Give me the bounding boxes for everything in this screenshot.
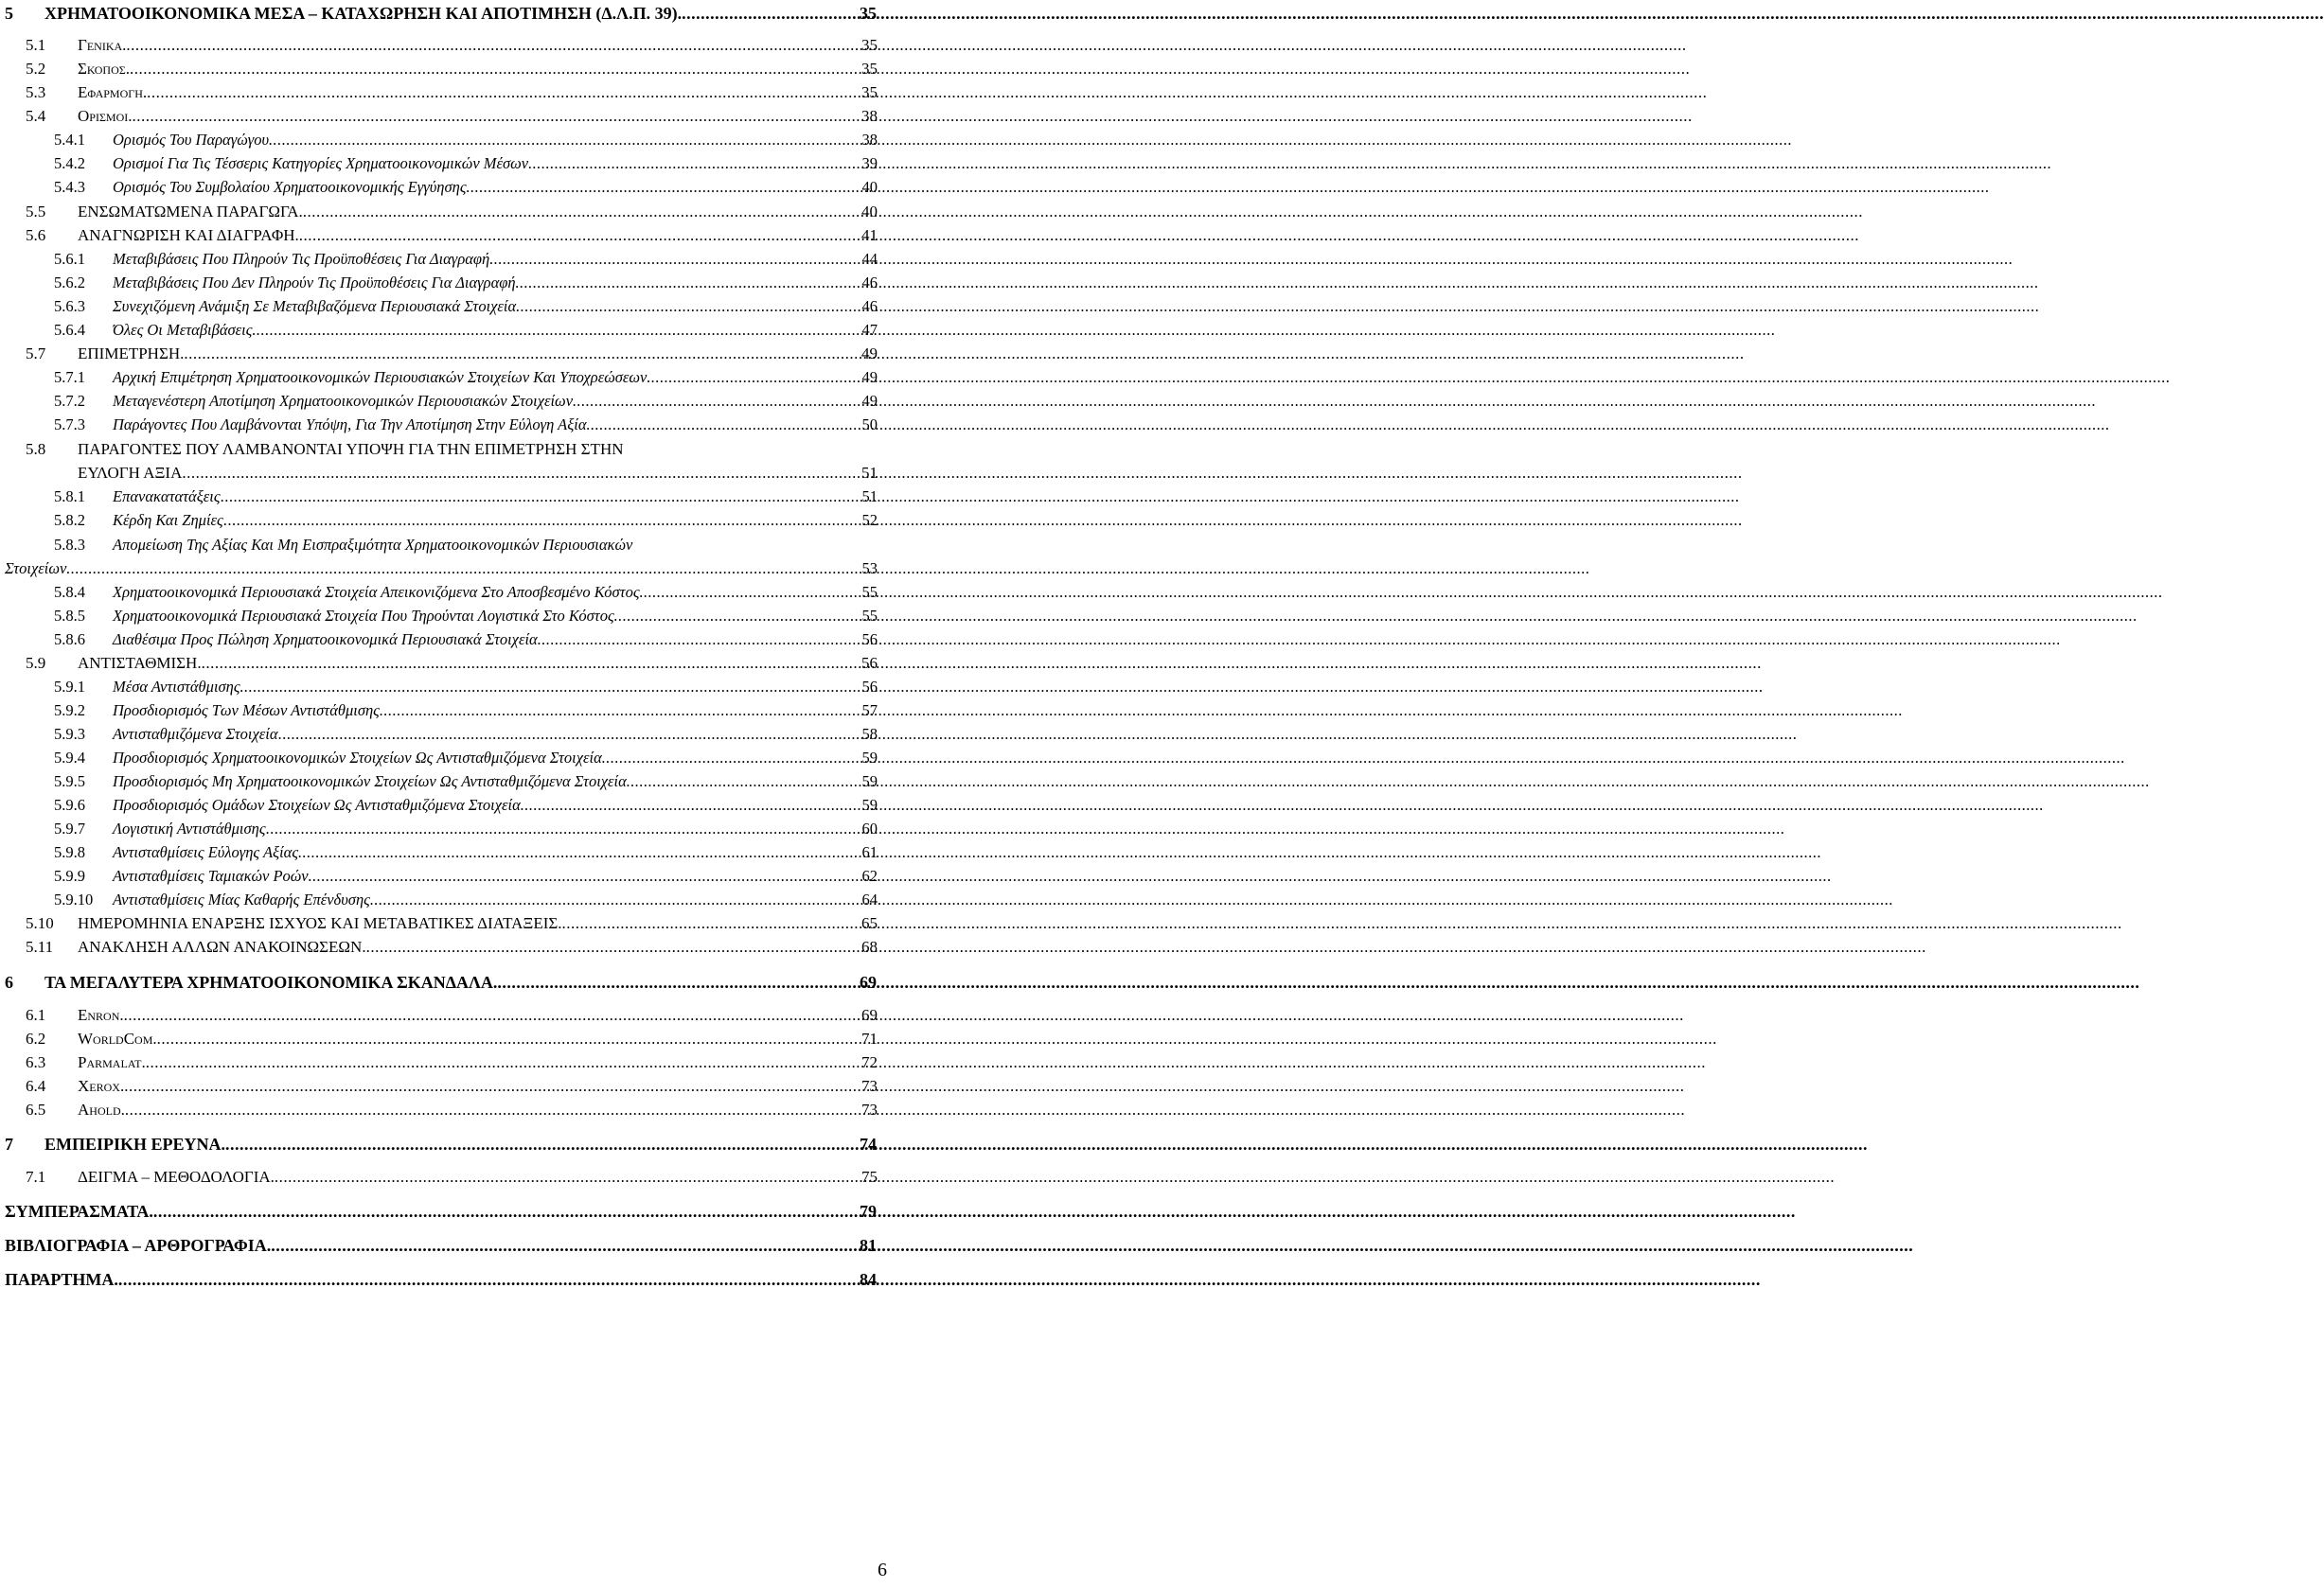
toc-entry-5-8-1[interactable]: 5.8.1 Επανακατατάξεις ..... 51 (54, 487, 878, 506)
toc-entry-appendix[interactable]: ΠΑΡΑΡΤΗΜΑ. ..... 84 (5, 1270, 877, 1290)
toc-entry-5-9-6[interactable]: 5.9.6 Προσδιορισμός Ομάδων Στοιχείων Ως Αντισταθμιζόμενα Στοιχεία. ..... 59 (54, 796, 878, 815)
toc-entry-6-4[interactable]: 6.4 Xerox. ..... 73 (26, 1077, 878, 1096)
toc-entry-5-10[interactable]: 5.10 ΗΜΕΡΟΜΗΝΙΑ ΕΝΑΡΞΗΣ ΙΣΧΥΟΣ ΚΑΙ ΜΕΤΑΒΑΤΙΚΕΣ ΔΙΑΤΑΞΕΙΣ. ..... 65 (26, 914, 878, 933)
page-number: 6 (878, 1560, 887, 1580)
toc-entry-5-9-9[interactable]: 5.9.9 Αντισταθμίσεις Ταμιακών Ροών. ..... 62 (54, 867, 878, 886)
toc-entry-5-8-line1[interactable]: 5.8 ΠΑΡΑΓΟΝΤΕΣ ΠΟΥ ΛΑΜΒΑΝΟΝΤΑΙ ΥΠΟΨΗ ΓΙΑ ΤΗΝ ΕΠΙΜΕΤΡΗΣΗ ΣΤΗΝ (26, 440, 624, 458)
toc-entry-5-9-1[interactable]: 5.9.1 Μέσα Αντιστάθμισης. ..... 56 (54, 678, 878, 697)
toc-entry-5-2[interactable]: 5.2 Σκοποσ. ..... 35 (26, 60, 878, 79)
toc-entry-5-7-2[interactable]: 5.7.2 Μεταγενέστερη Αποτίμηση Χρηματοοικονομικών Περιουσιακών Στοιχείων. ..... 49 (54, 392, 878, 411)
toc-entry-5-4-1[interactable]: 5.4.1 Ορισμός Του Παραγώγου. ..... 38 (54, 131, 878, 150)
toc-entry-6-5[interactable]: 6.5 Ahold. ..... 73 (26, 1101, 878, 1120)
toc-entry-5-7-3[interactable]: 5.7.3 Παράγοντες Που Λαμβάνονται Υπόψη, Για Την Αποτίμηση Στην Εύλογη Αξία. ..... 50 (54, 415, 878, 434)
toc-entry-5-9-4[interactable]: 5.9.4 Προσδιορισμός Χρηματοοικονομικών Στοιχείων Ως Αντισταθμιζόμενα Στοιχεία. ..... 59 (54, 749, 878, 768)
toc-entry-conclusions[interactable]: ΣΥΜΠΕΡΑΣΜΑΤΑ. ..... 79 (5, 1202, 877, 1222)
toc-entry-5-8-3-line2[interactable]: Στοιχείων. ..... 53 (5, 559, 878, 578)
toc-entry-chapter-6[interactable]: 6 ΤΑ ΜΕΓΑΛΥΤΕΡΑ ΧΡΗΜΑΤΟΟΙΚΟΝΟΜΙΚΑ ΣΚΑΝΔΑΛΑ. ..... 69 (5, 973, 877, 993)
toc-entry-6-2[interactable]: 6.2 WorldCom. ..... 71 (26, 1030, 878, 1049)
toc-entry-5-7[interactable]: 5.7 ΕΠΙΜΕΤΡΗΣΗ. ..... 49 (26, 344, 878, 363)
toc-entry-5-8-6[interactable]: 5.8.6 Διαθέσιμα Προς Πώληση Χρηματοοικονομικά Περιουσιακά Στοιχεία. ..... 56 (54, 630, 878, 649)
toc-entry-5-9-10[interactable]: 5.9.10 Αντισταθμίσεις Μίας Καθαρής Επένδυσης. ..... 64 (54, 891, 878, 909)
toc-entry-bibliography[interactable]: ΒΙΒΛΙΟΓΡΑΦΙΑ – ΑΡΘΡΟΓΡΑΦΙΑ. ..... 81 (5, 1236, 877, 1256)
toc-entry-5-9[interactable]: 5.9 ΑΝΤΙΣΤΑΘΜΙΣΗ. ..... 56 (26, 654, 878, 673)
toc-entry-5-8-5[interactable]: 5.8.5 Χρηματοοικονομικά Περιουσιακά Στοιχεία Που Τηρούνται Λογιστικά Στο Κόστος. ..... 55 (54, 607, 878, 626)
toc-entry-5-8-line2[interactable]: ΕΥΛΟΓΗ ΑΞΙΑ ..... 51 (78, 464, 878, 483)
toc-entry-5-4[interactable]: 5.4 Ορισμοι. ..... 38 (26, 107, 878, 126)
toc-entry-5-6-1[interactable]: 5.6.1 Μεταβιβάσεις Που Πληρούν Τις Προϋποθέσεις Για Διαγραφή. ..... 44 (54, 250, 878, 269)
toc-entry-6-1[interactable]: 6.1 Enron. ..... 69 (26, 1006, 878, 1025)
toc-entry-5-4-2[interactable]: 5.4.2 Ορισμοί Για Τις Τέσσερις Κατηγορίες Χρηματοοικονομικών Μέσων. ..... 39 (54, 154, 878, 173)
toc-entry-5-1[interactable]: 5.1 Γενικα. ..... 35 (26, 36, 878, 55)
toc-entry-6-3[interactable]: 6.3 Parmalat. ..... 72 (26, 1053, 878, 1072)
toc-entry-5-8-3-line1[interactable]: 5.8.3 Απομείωση Της Αξίας Και Μη Εισπραξιμότητα Χρηματοοικονομικών Περιουσιακών (54, 536, 633, 554)
toc-entry-5-6-4[interactable]: 5.6.4 Όλες Οι Μεταβιβάσεις. ..... 47 (54, 321, 878, 340)
toc-entry-5-7-1[interactable]: 5.7.1 Αρχική Επιμέτρηση Χρηματοοικονομικών Περιουσιακών Στοιχείων Και Υποχρεώσεων. ..... 49 (54, 368, 878, 387)
toc-entry-5-8-4[interactable]: 5.8.4 Χρηματοοικονομικά Περιουσιακά Στοιχεία Απεικονιζόμενα Στο Αποσβεσμένο Κόστος. ..... 55 (54, 583, 878, 602)
toc-entry-7-1[interactable]: 7.1 ΔΕΙΓΜΑ – ΜΕΘΟΔΟΛΟΓΙΑ. ..... 75 (26, 1168, 878, 1187)
toc-entry-chapter-7[interactable]: 7 ΕΜΠΕΙΡΙΚΗ ΕΡΕΥΝΑ. ..... 74 (5, 1135, 877, 1155)
toc-entry-5-9-5[interactable]: 5.9.5 Προσδιορισμός Μη Χρηματοοικονομικών Στοιχείων Ως Αντισταθμιζόμενα Στοιχεία. ..... 59 (54, 772, 878, 791)
toc-entry-5-3[interactable]: 5.3 Εφαρμογη. ..... 35 (26, 83, 878, 102)
toc-entry-5-9-7[interactable]: 5.9.7 Λογιστική Αντιστάθμισης ..... 60 (54, 820, 878, 838)
toc-entry-5-9-8[interactable]: 5.9.8 Αντισταθμίσεις Εύλογης Αξίας. ..... 61 (54, 843, 878, 862)
toc-entry-5-9-3[interactable]: 5.9.3 Αντισταθμιζόμενα Στοιχεία ..... 58 (54, 725, 878, 744)
toc-entry-chapter-5[interactable]: 5 ΧΡΗΜΑΤΟΟΙΚΟΝΟΜΙΚΑ ΜΕΣΑ – ΚΑΤΑΧΩΡΗΣΗ ΚΑΙ ΑΠΟΤΙΜΗΣΗ (Δ.Λ.Π. 39). ..... 35 (5, 4, 877, 24)
toc-entry-5-6[interactable]: 5.6 ΑΝΑΓΝΩΡΙΣΗ ΚΑΙ ΔΙΑΓΡΑΦΗ. ..... 41 (26, 226, 878, 245)
toc-entry-5-6-2[interactable]: 5.6.2 Μεταβιβάσεις Που Δεν Πληρούν Τις Προϋποθέσεις Για Διαγραφή. ..... 46 (54, 273, 878, 292)
toc-entry-5-6-3[interactable]: 5.6.3 Συνεχιζόμενη Ανάμιξη Σε Μεταβιβαζόμενα Περιουσιακά Στοιχεία. ..... 46 (54, 297, 878, 316)
toc-entry-5-11[interactable]: 5.11 ΑΝΑΚΛΗΣΗ ΑΛΛΩΝ ΑΝΑΚΟΙΝΩΣΕΩΝ. ..... 68 (26, 938, 878, 957)
toc-entry-5-9-2[interactable]: 5.9.2 Προσδιορισμός Των Μέσων Αντιστάθμισης. ..... 57 (54, 701, 878, 720)
toc-entry-5-8-2[interactable]: 5.8.2 Κέρδη Και Ζημίες ..... 52 (54, 511, 878, 530)
toc-entry-5-5[interactable]: 5.5 ΕΝΣΩΜΑΤΩΜΕΝΑ ΠΑΡΑΓΩΓΑ. ..... 40 (26, 203, 878, 221)
toc-entry-5-4-3[interactable]: 5.4.3 Ορισμός Του Συμβολαίου Χρηματοοικονομικής Εγγύησης. ..... 40 (54, 178, 878, 197)
